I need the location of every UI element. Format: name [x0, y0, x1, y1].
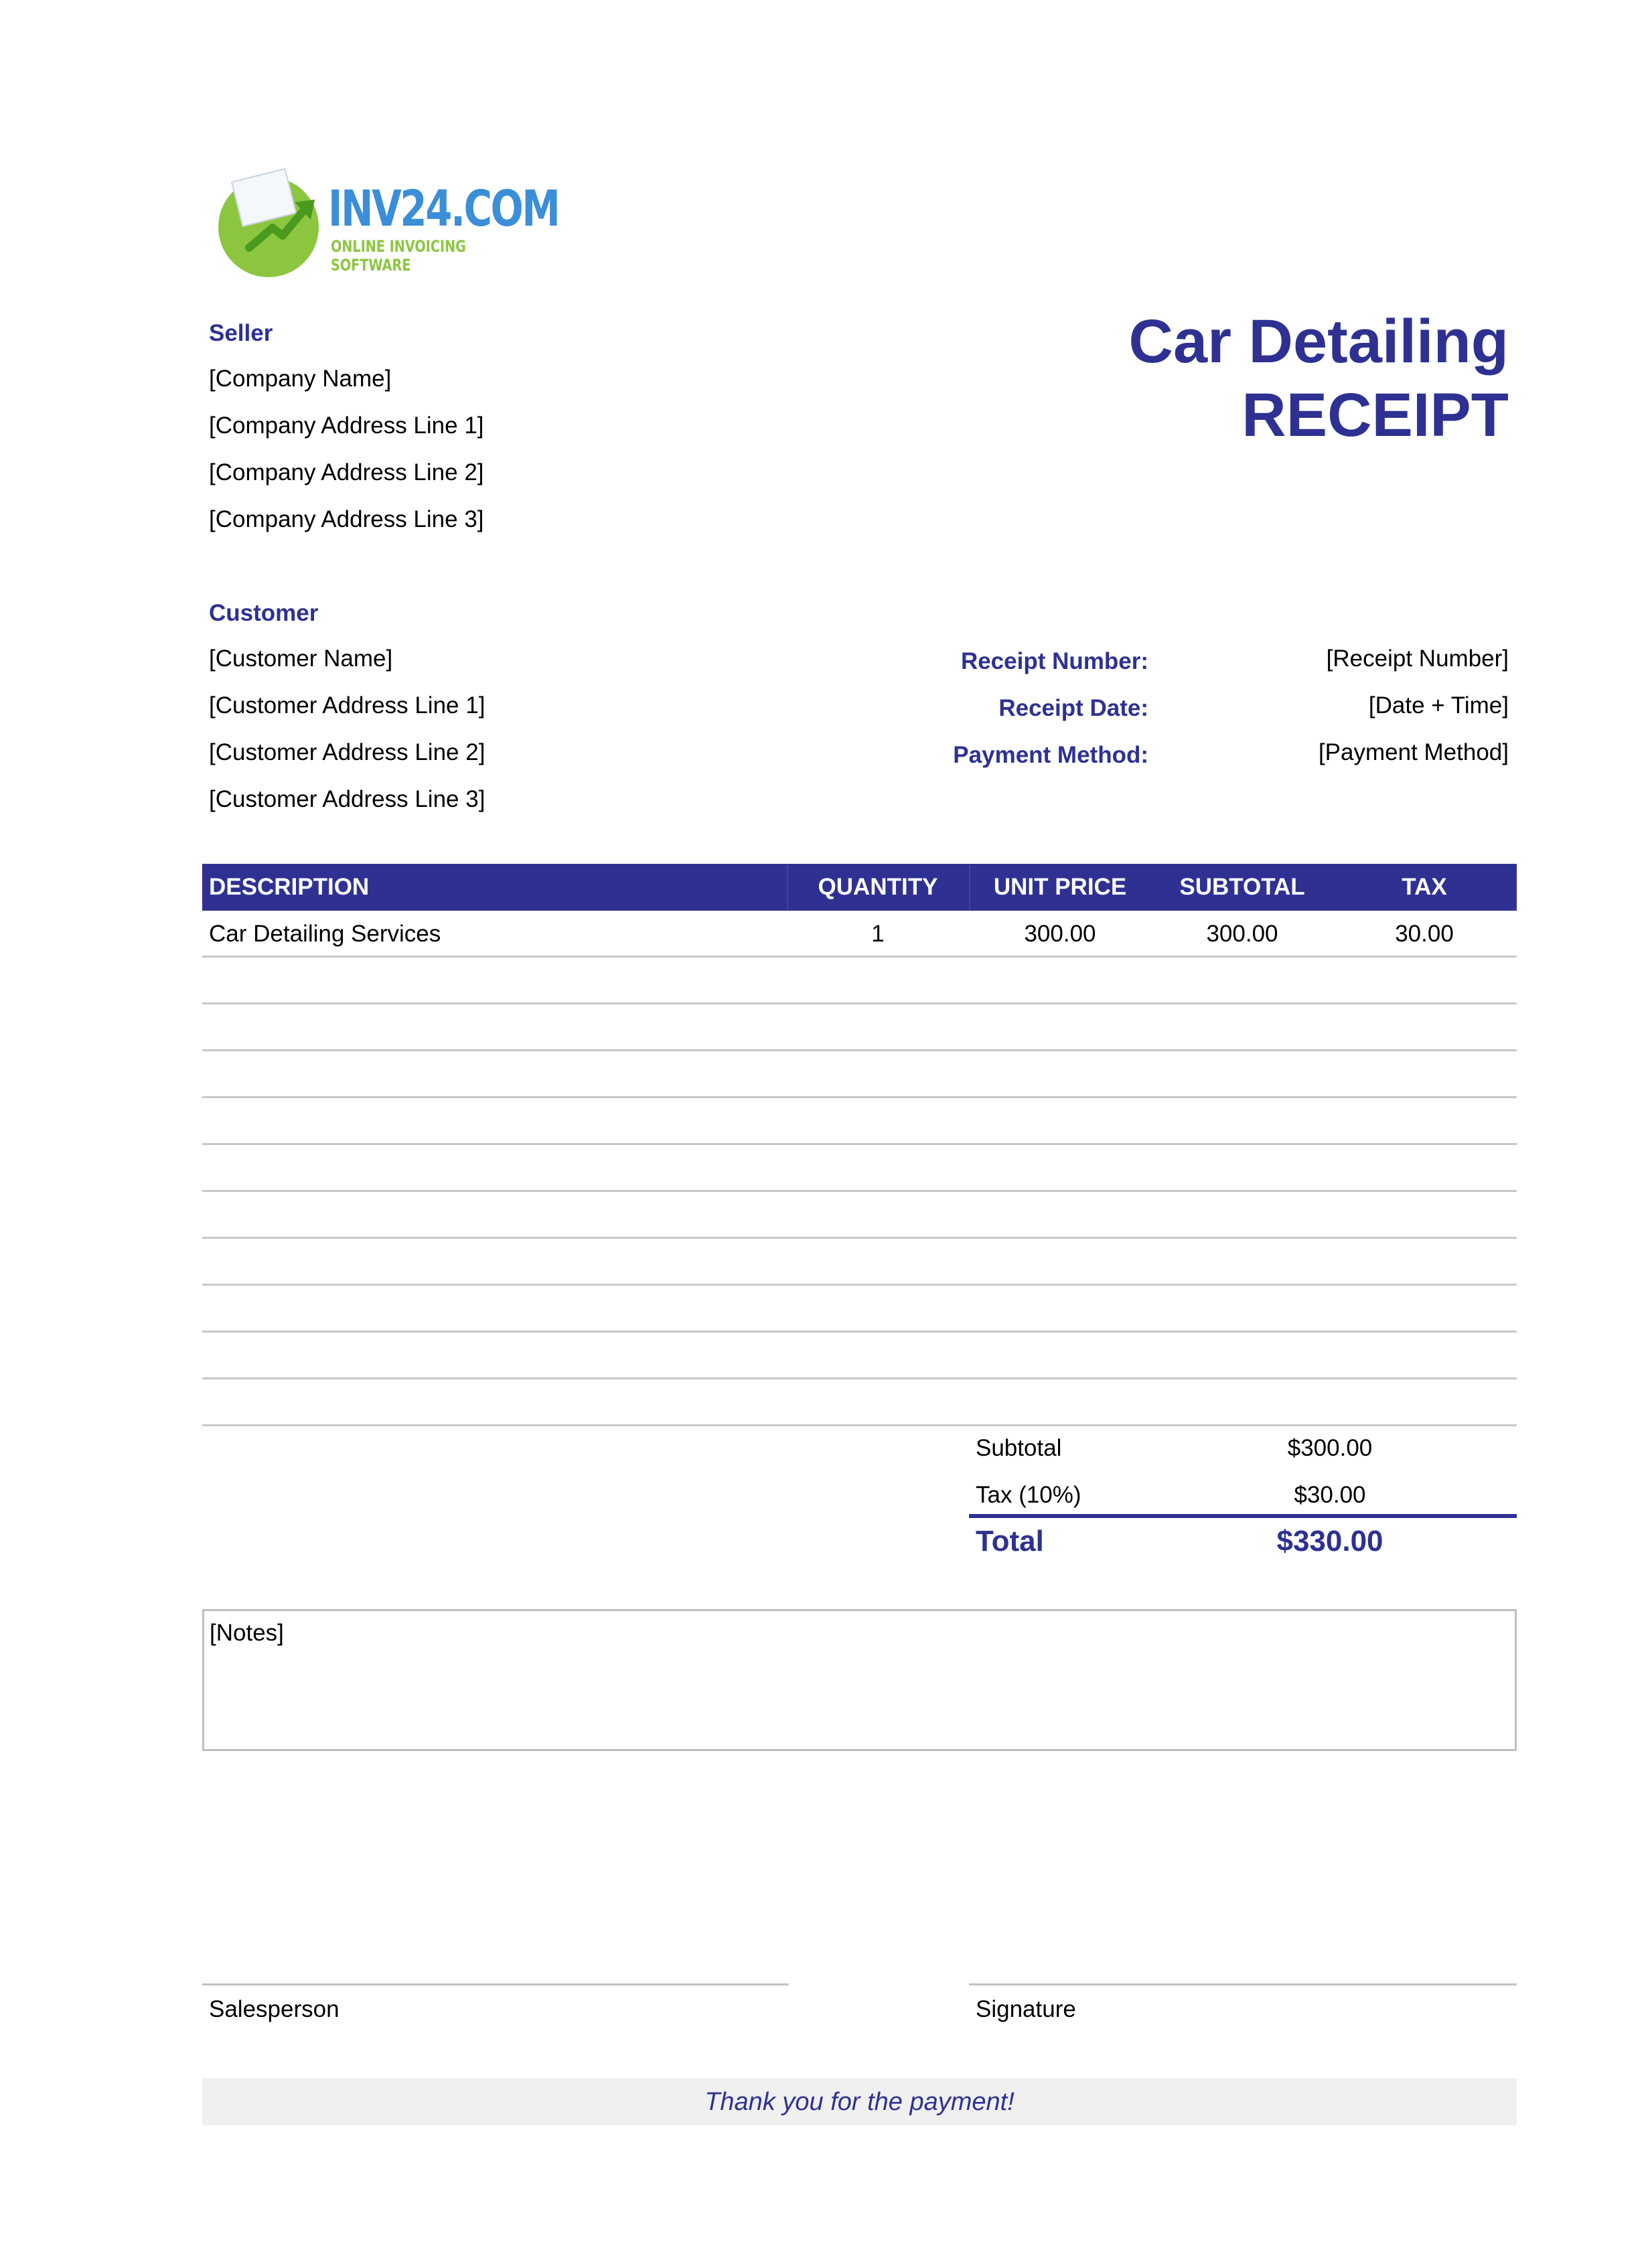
seller-address-line-3: [Company Address Line 3] [209, 506, 484, 532]
title-line-2: RECEIPT [1242, 381, 1509, 449]
logo-growth-arrow-icon [242, 187, 323, 261]
receipt-number-value: [Receipt Number] [1326, 646, 1509, 672]
document-title [1129, 305, 1509, 452]
customer-address-line-2: [Customer Address Line 2] [209, 739, 485, 765]
payment-method-label: Payment Method: [953, 742, 1148, 768]
notes-box[interactable] [202, 1609, 1517, 1751]
table-body [202, 911, 1517, 1426]
customer-address-line-1: [Customer Address Line 1] [209, 692, 485, 719]
header-unit-price: UNIT PRICE [993, 874, 1127, 900]
company-logo [216, 167, 559, 275]
total-value: $330.00 [1276, 1525, 1383, 1558]
title-line-1: Car Detailing [1128, 307, 1509, 376]
footer-banner [202, 2078, 1517, 2125]
seller-address-line-2: [Company Address Line 2] [209, 459, 484, 485]
receipt-date-value: [Date + Time] [1368, 692, 1509, 719]
table-row [202, 1379, 1517, 1426]
customer-name: [Customer Name] [209, 646, 393, 672]
logo-tagline: ONLINE INVOICING SOFTWARE [331, 237, 466, 275]
cell-unit-price: 300.00 [1024, 921, 1096, 947]
table-row [202, 1145, 1517, 1192]
cell-tax: 30.00 [1395, 921, 1454, 947]
subtotal-value: $300.00 [1287, 1435, 1373, 1461]
logo-brand: INV24.COM [328, 180, 559, 238]
total-label: Total [976, 1525, 1044, 1558]
table-row [202, 1333, 1517, 1379]
payment-method-value: [Payment Method] [1318, 739, 1509, 765]
tax-label: Tax (10%) [976, 1482, 1081, 1508]
total-divider [969, 1514, 1517, 1518]
table-row [202, 958, 1517, 1004]
signature-label: Signature [976, 1996, 1076, 2022]
cell-description: Car Detailing Services [209, 921, 441, 947]
footer-thank-you: Thank you for the payment! [704, 2088, 1015, 2116]
table-row [202, 1098, 1517, 1145]
table-row [202, 911, 1517, 958]
seller-address-line-1: [Company Address Line 1] [209, 412, 484, 439]
header-description: DESCRIPTION [209, 874, 370, 900]
salesperson-line [202, 1983, 789, 1985]
header-tax: TAX [1402, 874, 1447, 900]
header-subtotal: SUBTOTAL [1179, 874, 1305, 900]
seller-heading: Seller [209, 320, 273, 346]
table-row [202, 1192, 1517, 1239]
table-row [202, 1051, 1517, 1098]
receipt-number-label: Receipt Number: [960, 648, 1148, 674]
cell-quantity: 1 [871, 921, 885, 947]
items-table [202, 864, 1517, 1426]
table-row [202, 1004, 1517, 1051]
table-header [202, 864, 1517, 911]
salesperson-label: Salesperson [209, 1996, 340, 2022]
subtotal-label: Subtotal [976, 1435, 1062, 1461]
cell-subtotal: 300.00 [1206, 921, 1278, 947]
customer-address-line-3: [Customer Address Line 3] [209, 786, 485, 812]
table-row [202, 1239, 1517, 1286]
customer-heading: Customer [209, 600, 319, 626]
notes-text: [Notes] [210, 1620, 284, 1646]
table-row [202, 1286, 1517, 1333]
seller-company-name: [Company Name] [209, 366, 392, 392]
signature-line [969, 1983, 1517, 1985]
header-quantity: QUANTITY [818, 874, 938, 900]
receipt-date-label: Receipt Date: [998, 695, 1148, 721]
tax-value: $30.00 [1294, 1482, 1366, 1508]
